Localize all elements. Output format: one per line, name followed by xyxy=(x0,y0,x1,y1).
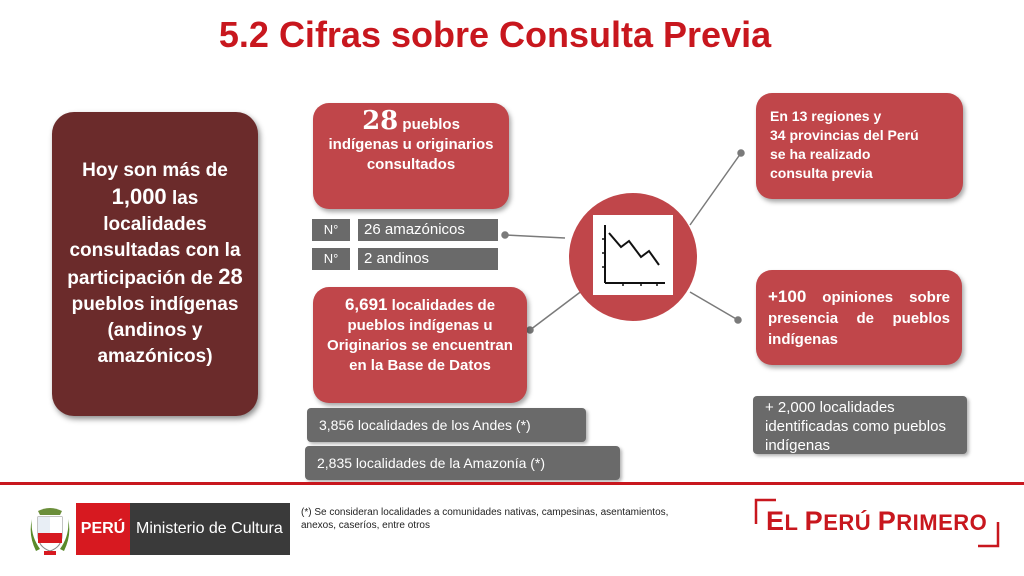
opinions-number: +100 xyxy=(768,287,807,306)
peru-crest-icon xyxy=(30,505,70,557)
brand-l: L xyxy=(784,510,805,535)
regions-box xyxy=(756,93,963,199)
peoples-number: 28 xyxy=(362,106,399,136)
brand-p: P xyxy=(804,506,824,536)
brand-text xyxy=(766,506,987,537)
page-title: 5.2 Cifras sobre Consulta Previa xyxy=(218,14,772,55)
andes-localities: 3,856 localidades de los Andes (*) xyxy=(307,408,586,442)
opinions-box xyxy=(756,270,962,365)
n-label-amazonicos: N° xyxy=(312,219,350,241)
regions-line4: consulta previa xyxy=(770,165,873,181)
left-number: 1,000 xyxy=(111,184,167,209)
peoples-text1: pueblos xyxy=(398,116,460,133)
brand-p2: P xyxy=(877,506,897,536)
left-line2: las localidades consultadas con la participación de xyxy=(67,188,241,289)
database-number: 6,691 xyxy=(344,295,388,314)
regions-line2: 34 provincias del Perú xyxy=(770,127,919,143)
total-localities-box xyxy=(52,112,258,416)
regions-line3: se ha realizado xyxy=(770,146,871,162)
database-localities-box xyxy=(313,287,527,403)
database-text: localidades de pueblos indígenas u Originarios se encuentran en la Base de Datos xyxy=(327,297,513,374)
left-number2: 28 xyxy=(218,264,243,289)
n-value-andinos: 2 andinos xyxy=(356,248,498,270)
opinions-text: opiniones sobre presencia de pueblos indígenas xyxy=(768,289,950,348)
ministry-logo: Ministerio de Cultura xyxy=(130,503,290,555)
brand-e: E xyxy=(766,506,785,536)
left-line1: Hoy son más de xyxy=(82,160,228,181)
footer-divider xyxy=(0,482,1024,485)
brand-eru: ERÚ xyxy=(823,510,878,535)
brand-rimero: RIMERO xyxy=(896,510,988,535)
n-label-andinos: N° xyxy=(312,248,350,270)
amazonia-localities: 2,835 localidades de la Amazonía (*) xyxy=(305,446,620,480)
footnote: (*) Se consideran localidades a comunidades nativas, campesinas, asentamientos, anexos, caseríos, entre otros xyxy=(301,507,669,531)
n-value-amazonicos: 26 amazónicos xyxy=(356,219,498,241)
identified-localities-box: + 2,000 localidades identificadas como pueblos indígenas xyxy=(753,396,967,454)
brand-logo xyxy=(754,498,1000,548)
line-chart-down-icon xyxy=(593,215,673,295)
regions-line1: En 13 regiones y xyxy=(770,108,882,124)
peoples-text2: indígenas u originarios consultados xyxy=(328,136,494,173)
left-line3: pueblos indígenas (andinos y amazónicos) xyxy=(71,294,239,367)
peoples-consulted-box xyxy=(313,103,509,209)
peru-logo: PERÚ xyxy=(76,503,130,555)
